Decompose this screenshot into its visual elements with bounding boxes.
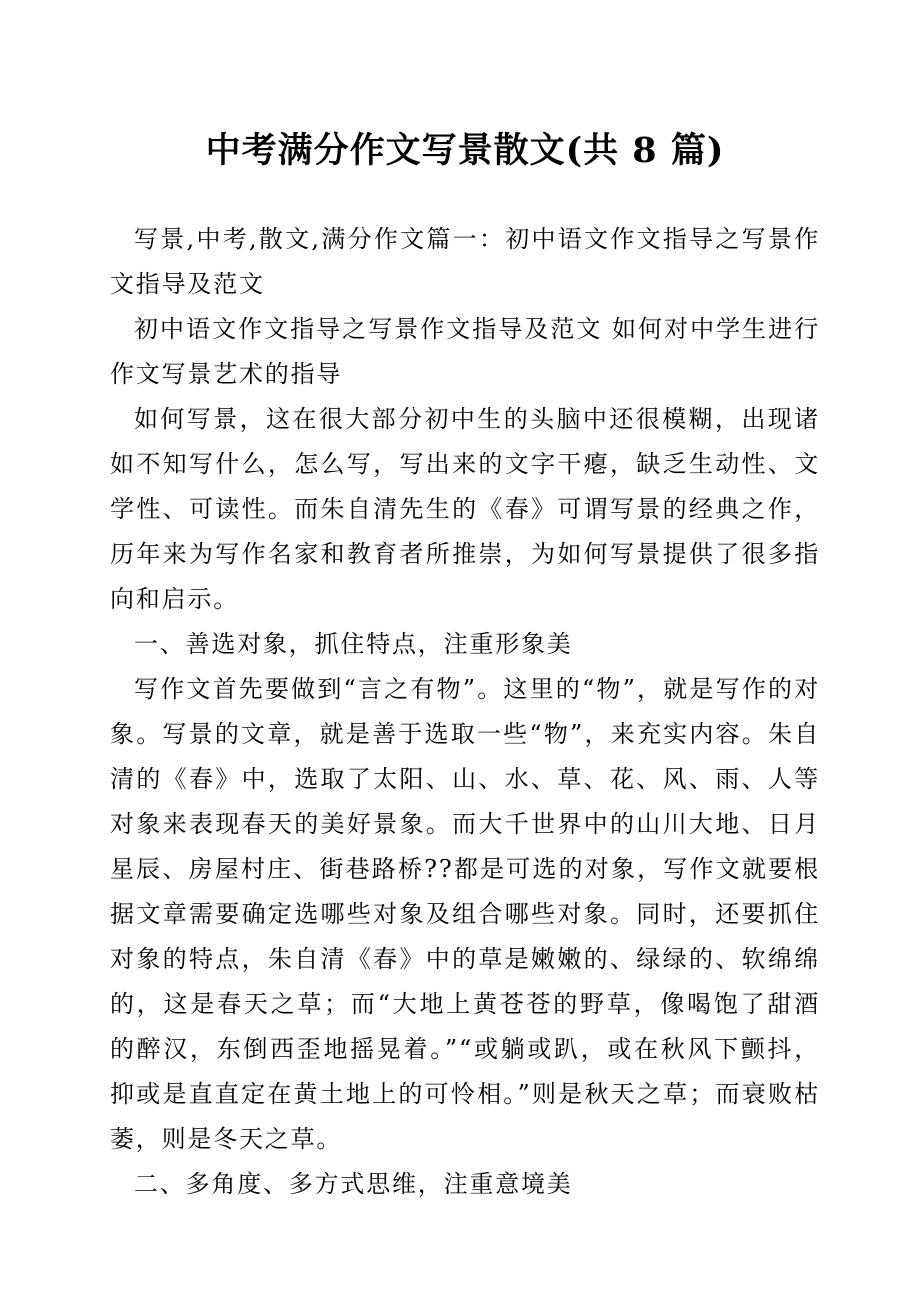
- section-heading-1: 一、善选对象，抓住特点，注重形象美: [134, 630, 573, 658]
- document-title: 中考满分作文写景散文(共 8 篇): [205, 130, 725, 171]
- paragraph-section-1: 写作文首先要做到“言之有物”。这里的“物”，就是写作的对象。写景的文章，就是善于选取一些“物”，来充实内容。朱自清的《春》中，选取了太阳、山、水、草、花、风、雨、人等对象来表现春天的美好景象。而大千世界中的山川大地、日月星辰、房屋村庄、街巷路桥??都是可选的对象，写作文就要根据文章需要确定选哪些对象及组合哪些对象。同时，还要抓住对象的特点，朱自清《春》中的草是嫩嫩的、绿绿的、软绵绵的，这是春天之草；而“大地上黄苍苍的野草，像喝饱了甜酒的醉汉，东倒西歪地摇晃着。”“或躺或趴，或在秋风下颤抖，抑或是直直定在黄土地上的可怜相。”则是秋天之草；而衰败枯萎，则是冬天之草。: [110, 675, 820, 1153]
- section-heading-2: 二、多角度、多方式思维，注重意境美: [134, 1170, 573, 1198]
- document-body: [110, 217, 820, 1207]
- paragraph-heading-line: 写景,中考,散文,满分作文篇一：初中语文作文指导之写景作文指导及范文: [110, 225, 820, 298]
- paragraph-intro: 如何写景，这在很大部分初中生的头脑中还很模糊，出现诸如不知写什么，怎么写，写出来的文字干瘪，缺乏生动性、文学性、可读性。而朱自清先生的《春》可谓写景的经典之作，历年来为写作名家和教育者所推崇，为如何写景提供了很多指向和启示。: [110, 405, 820, 613]
- paragraph-subtitle: 初中语文作文指导之写景作文指导及范文 如何对中学生进行作文写景艺术的指导: [110, 315, 820, 388]
